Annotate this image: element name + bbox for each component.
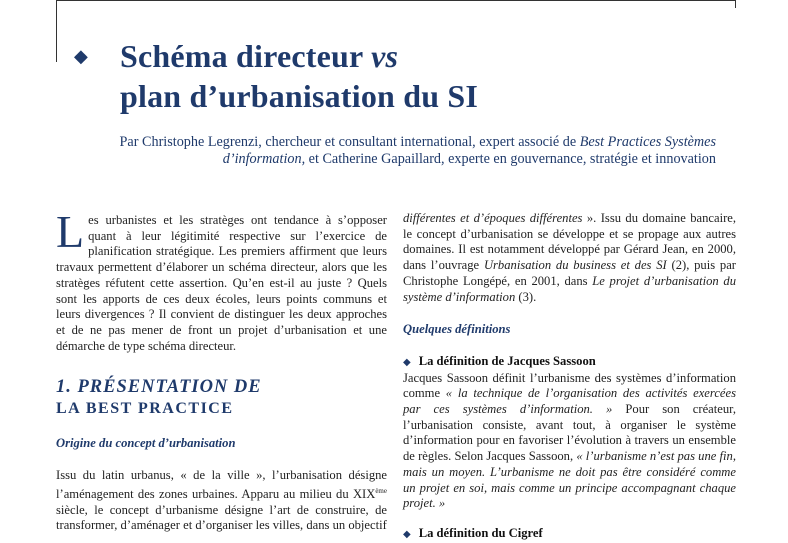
intro-text: es urbanistes et les stratèges ont tendance à s’opposer quant à leur légitimité respective sur l’exercice de planification stratégique. Les premiers affirment que leurs travaux permettent d’élaborer un schéma directeur, alors que les stratèges réfutent cette assertion. Qu’en est-il au juste ? Quels sont les apports de ces deux écoles, leurs points communs et leurs divergences ? Il convient de distinguer les deux approches et de ne pas mener de front un projet d’urbanisation et une démarche de type schéma directeur.: [56, 213, 387, 353]
title-vs: vs: [371, 38, 399, 74]
byline-authors: Par Christophe Legrenzi, chercheur et consultant international, expert associé de: [119, 134, 580, 150]
continued-text-3: (3).: [515, 289, 537, 304]
definition-heading-sassoon: [403, 354, 736, 371]
left-column: [56, 206, 387, 534]
section-heading-line2: LA BEST PRACTICE: [56, 400, 234, 418]
right-vertical-rule: [735, 0, 736, 8]
sassoon-quote-2: « l’urbanisme n’est pas une fin, mais un moyen. L’urbanisme ne doit pas être considéré comme un projet en soi, mais comme un principe accompagnant chaque projet. »: [403, 449, 736, 511]
section-heading: [56, 377, 387, 419]
ordinal-superscript: ème: [375, 486, 387, 495]
continued-text: ». Issu du domaine bancaire, le concept d’urbanisation se développe et se propage aux autres domaines. Il est notamment développé par Gérard Jean, en 2000, dans l’ouvrage: [403, 211, 737, 273]
byline-publication: Best Practices Systèmes d’information,: [222, 134, 716, 167]
subsection-definitions: Quelques définitions: [403, 322, 511, 337]
continued-italic: différentes et d’époques différentes: [403, 211, 583, 225]
continued-text-2: (2), puis par Christophe Longépé, en 2001, dans: [403, 258, 737, 288]
title-bullet-icon: ◆: [74, 46, 88, 66]
origin-text-start: Issu du latin urbanus, « de la ville », l’urbanisation désigne l’aménagement des zones urbaines. Apparu au milieu du XIX: [56, 468, 387, 501]
subsection-origin: Origine du concept d’urbanisation: [56, 436, 236, 451]
intro-paragraph: [56, 206, 387, 354]
page-title: [120, 36, 478, 116]
top-rule: [56, 0, 736, 1]
right-column: [403, 211, 736, 543]
sassoon-paragraph: [403, 371, 736, 512]
sassoon-text-b: Pour son créateur, l’urbanisation consiste, avant tout, à organiser le système d’information pour en favoriser l’évolution à travers un ensemble de règles. Selon Jacques Sassoon,: [403, 402, 736, 464]
byline-authors-2: et Catherine Gapaillard, experte en gouvernance, stratégie et innovation: [305, 151, 716, 167]
definition-title-cigref: La définition du Cigref: [418, 525, 543, 540]
continued-paragraph: [403, 211, 736, 305]
byline: [56, 134, 716, 168]
origin-paragraph: [56, 468, 387, 534]
title-line2: plan d’urbanisation du SI: [120, 78, 479, 114]
diamond-bullet-icon: ◆: [403, 356, 411, 368]
left-vertical-rule: [56, 0, 57, 62]
book-title-2: Le projet d’urbanisation du système d’information: [403, 273, 736, 304]
diamond-bullet-icon: ◆: [403, 528, 411, 540]
drop-cap: L: [56, 206, 85, 257]
definition-title-sassoon: La définition de Jacques Sassoon: [418, 353, 596, 368]
book-title-1: Urbanisation du business et des SI: [483, 258, 667, 273]
section-heading-line1: 1. PRÉSENTATION DE: [56, 377, 262, 398]
sassoon-text-a: Jacques Sassoon définit l’urbanisme des systèmes d’information comme: [403, 370, 736, 401]
title-line1-prefix: Schéma directeur: [120, 38, 372, 74]
sassoon-quote-1: « la technique de l’organisation des activités exercées par ces systèmes d’information. »: [403, 386, 737, 417]
origin-text-end: siècle, le concept d’urbanisme désigne l’art de construire, de transformer, d’aménager et d’organiser les villes, dans un objectif: [56, 502, 387, 533]
definition-heading-cigref: [403, 526, 736, 543]
